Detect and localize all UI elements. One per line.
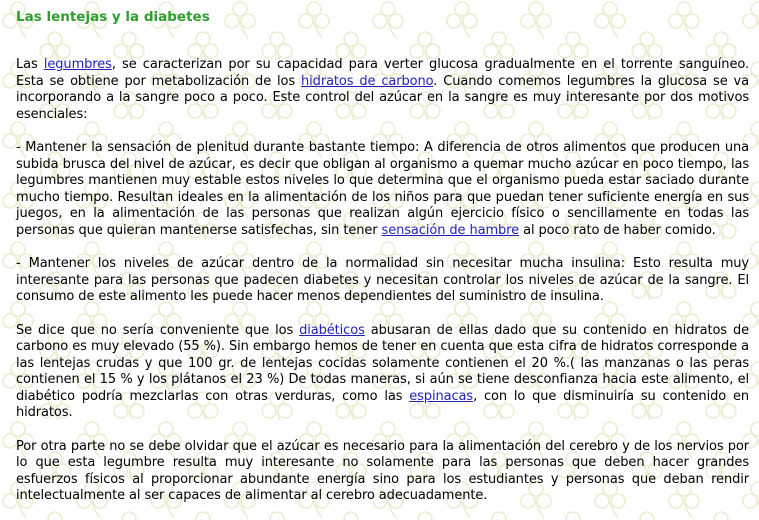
paragraph-saciedad-text-2: al poco rato de haber comido. [519,222,716,238]
paragraph-saciedad-text-1: - Mantener la sensación de plenitud durante bastante tiempo: A diferencia de otros alimentos que producen una subida brusca del nivel de azúcar, es decir que obligan al organismo a quemar mucho azúcar en poco tiempo, las legumbres mantienen muy estable estos niveles lo que determina que el organismo pueda estar saciado durante mucho tiempo. Resultan ideales en la alimentación de los niños para que puedan tener suficiente energía en sus juegos, en la alimentación de las personas que realizan algún ejercicio físico o sencillamente en todas las personas que quieran mantenerse satisfechas, sin tener [16,139,749,238]
paragraph-cerebro: Por otra parte no se debe olvidar que el azúcar es necesario para la alimentación del cerebro y de los nervios por lo que esta legumbre resulta muy interesante no solamente para las personas que deben hacer grandes esfuerzos físicos al proporcionar abundante energía sino para los estudiantes y personas que deban rendir intelectualmente al ser capaces de alimentar al cerebro adecuadamente. [16,438,749,504]
link-legumbres[interactable]: legumbres [43,57,112,72]
paragraph-saciedad [16,140,749,240]
link-hidratos-de-carbono[interactable]: hidratos de carbono [301,73,434,89]
paragraph-diabeticos-text-2: abusaran de ellas dado que su contenido en hidratos de carbono es muy elevado (55 %). Sin embargo hemos de tener en cuenta que esta cifra de hidratos corresponde a las lentejas crudas y que 100 gr. de lentejas cocidas solamente contienen el 20 %.( las manzanas o las peras contienen el 15 % y los plátanos el 23 %) De todas maneras, si aún se tiene desconfianza hacia este alimento, el diabético podría mezclarlas con otras verduras, como las [16,322,749,404]
paragraph-diabeticos-text-3: , con lo que disminuiría su contenido en hidratos. [16,388,749,421]
paragraph-intro-text-1: Las [16,57,44,72]
link-sensacion-de-hambre[interactable]: sensación de hambre [381,222,520,238]
link-espinacas[interactable]: espinacas [409,388,474,404]
paragraph-intro-text-2: , se caracterizan por su capacidad para verter glucosa gradualmente en el torrente sanguíneo. Esta se obtiene por metabolización de los [16,57,750,89]
paragraph-diabeticos [16,323,749,423]
paragraph-intro [16,57,749,123]
paragraph-diabeticos-text-1: Se dice que no sería conveniente que los [16,322,300,338]
link-diabeticos[interactable]: diabéticos [299,322,365,338]
paragraph-insulina: - Mantener los niveles de azúcar dentro de la normalidad sin necesitar mucha insulina: Esto resulta muy interesante para las personas que padecen diabetes y necesitan controlar los niveles de azúcar de la sangre. El consumo de este alimento les puede hacer menos dependientes del suministro de insulina. [16,256,749,305]
page-title: Las lentejas y la diabetes [16,9,210,25]
paragraph-intro-text-3: . Cuando comemos legumbres la glucosa se va incorporando a la sangre poco a poco. Este control del azúcar en la sangre es muy interesante por dos motivos esenciales: [16,73,750,122]
